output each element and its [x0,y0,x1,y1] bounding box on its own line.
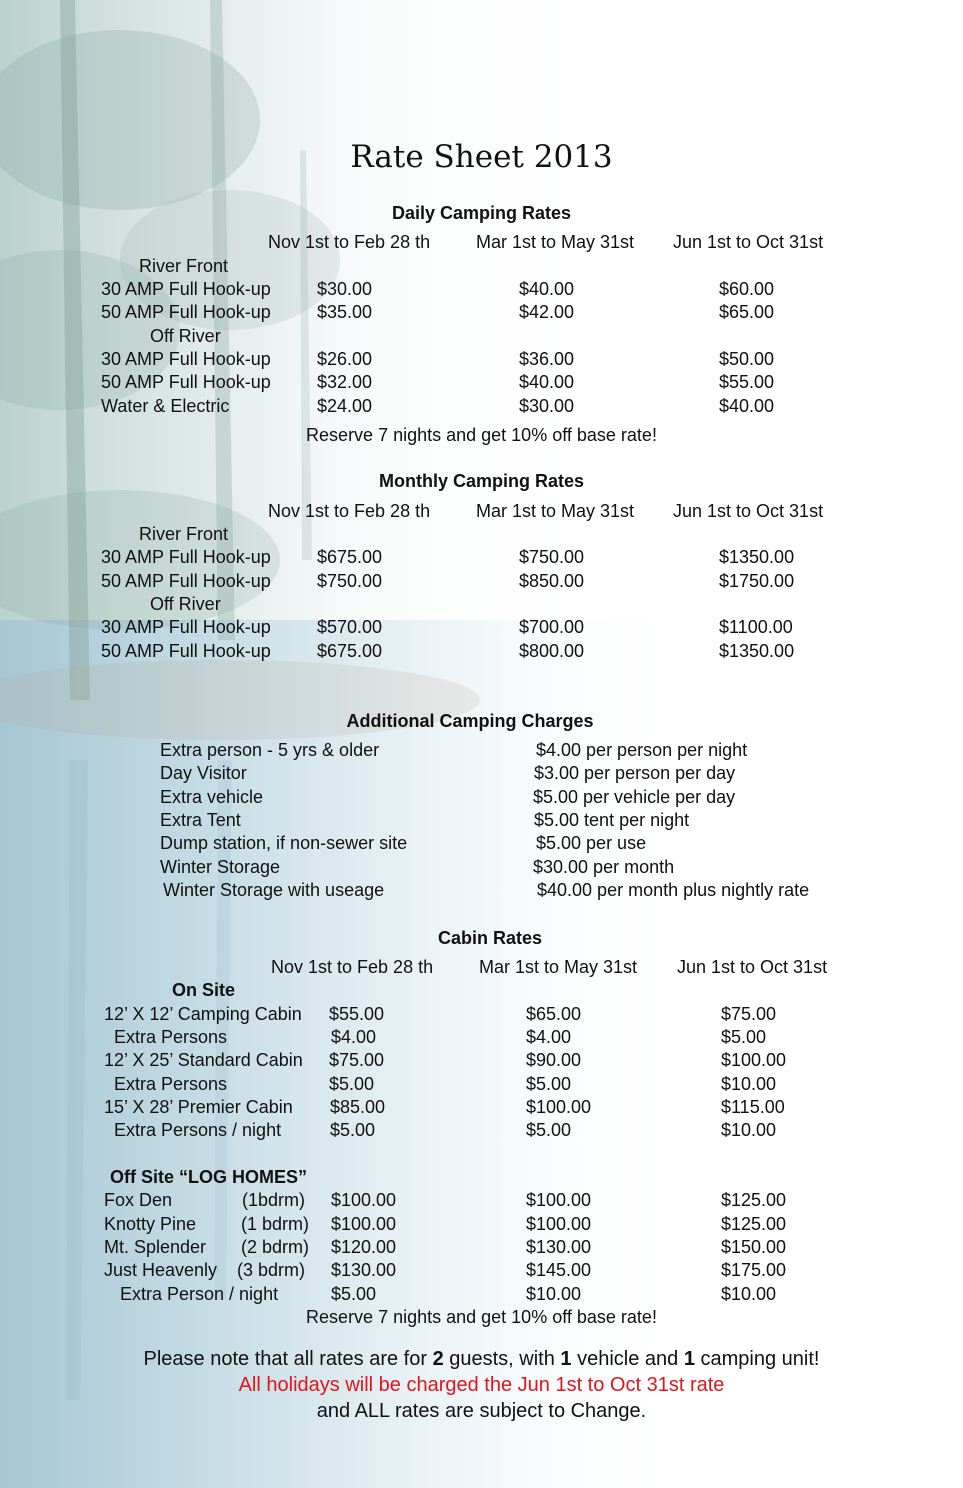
rate-cell: $1750.00 [719,571,795,591]
rate-cell: $32.00 [317,372,373,392]
rate-cell: $10.00 [721,1074,777,1094]
charge-label: Winter Storage [160,857,281,877]
log-home-bedrooms: (1 bdrm) [241,1214,310,1234]
footer-text-part: Please note that all rates are for [143,1348,433,1370]
rate-cell: $750.00 [519,547,585,567]
charge-price: $30.00 per month [533,857,675,877]
rate-cell: $125.00 [721,1190,787,1210]
log-home-bedrooms: (3 bdrm) [237,1260,306,1280]
rate-row-label: 30 AMP Full Hook-up [101,349,271,369]
rates-subject-to-change: and ALL rates are subject to Change. [316,1400,647,1422]
charge-price: $4.00 per person per night [536,740,748,760]
rate-cell: $5.00 [526,1074,572,1094]
rate-cell: $115.00 [721,1097,785,1117]
rate-cell: $50.00 [719,349,775,369]
season-header: Nov 1st to Feb 28 th [271,957,434,977]
rate-cell: $40.00 [519,279,575,299]
rate-cell: $40.00 [519,372,575,392]
cabin-row-label: 15’ X 28’ Premier Cabin [104,1097,293,1117]
log-home-name: Knotty Pine [104,1214,197,1234]
holiday-rate-note: All holidays will be charged the Jun 1st to Oct 31st rate [238,1374,725,1396]
section-label-off-site: Off Site “LOG HOMES” [110,1167,308,1187]
charge-label: Day Visitor [160,763,247,783]
rate-cell: $850.00 [519,571,585,591]
rate-cell: $100.00 [721,1050,787,1070]
rate-cell: $5.00 [330,1120,376,1140]
rate-row-label: Water & Electric [101,396,230,416]
footer-text-part: 1 [560,1348,572,1370]
rate-cell: $125.00 [721,1214,787,1234]
section-label-off-river: Off River [150,594,221,614]
rate-cell: $24.00 [317,396,373,416]
rate-cell: $1350.00 [719,641,795,661]
charge-price: $5.00 tent per night [534,810,690,830]
rate-row-label: 50 AMP Full Hook-up [101,372,271,392]
page-title: Rate Sheet 2013 [350,139,613,175]
log-home-name: Just Heavenly [104,1260,218,1280]
rate-cell: $4.00 [331,1027,377,1047]
rate-cell: $5.00 [721,1027,767,1047]
footer-guest-note [0,1347,963,1371]
rate-cell: $26.00 [317,349,373,369]
rate-cell: $145.00 [526,1260,592,1280]
rate-cell: $175.00 [721,1260,787,1280]
log-home-name: Mt. Splender [104,1237,207,1257]
section-label-off-river: Off River [150,326,221,346]
cabin-row-label: Extra Person / night [120,1284,279,1304]
rate-cell: $5.00 [526,1120,572,1140]
discount-note: Reserve 7 nights and get 10% off base rate! [306,1307,657,1327]
cabin-row-label: Extra Persons [114,1027,228,1047]
rate-cell: $36.00 [519,349,575,369]
rate-cell: $35.00 [317,302,373,322]
rate-cell: $30.00 [317,279,373,299]
rate-cell: $120.00 [331,1237,397,1257]
charge-label: Extra person - 5 yrs & older [160,740,380,760]
charge-label: Extra vehicle [160,787,264,807]
rate-cell: $130.00 [331,1260,397,1280]
section-label-river-front: River Front [139,524,229,544]
season-header: Mar 1st to May 31st [476,501,635,521]
rate-cell: $100.00 [526,1214,592,1234]
season-header: Jun 1st to Oct 31st [673,501,824,521]
cabin-row-label: Extra Persons / night [114,1120,282,1140]
rate-row-label: 30 AMP Full Hook-up [101,279,271,299]
rate-cell: $1100.00 [719,617,793,637]
rate-cell: $675.00 [317,641,383,661]
rate-cell: $85.00 [330,1097,386,1117]
rate-cell: $40.00 [719,396,775,416]
discount-note: Reserve 7 nights and get 10% off base rate! [306,425,657,445]
season-header: Nov 1st to Feb 28 th [268,232,431,252]
footer-text-part: camping unit! [694,1348,820,1370]
rate-cell: $5.00 [331,1284,377,1304]
season-header: Nov 1st to Feb 28 th [268,501,431,521]
footer-text-part: guests, with [443,1348,561,1370]
rate-cell: $5.00 [329,1074,375,1094]
monthly-rates-heading: Monthly Camping Rates [378,471,584,491]
rate-cell: $90.00 [526,1050,582,1070]
rate-cell: $100.00 [526,1097,592,1117]
additional-charges-heading: Additional Camping Charges [346,711,594,731]
section-label-on-site: On Site [172,980,236,1000]
cabin-row-label: 12’ X 25’ Standard Cabin [104,1050,303,1070]
rate-cell: $60.00 [719,279,775,299]
rate-cell: $65.00 [719,302,775,322]
season-header: Mar 1st to May 31st [479,957,638,977]
rate-cell: $800.00 [519,641,585,661]
rate-row-label: 30 AMP Full Hook-up [101,617,271,637]
rate-cell: $1350.00 [719,547,795,567]
footer-text-part: 1 [683,1348,695,1370]
cabin-row-label: Extra Persons [114,1074,228,1094]
rate-cell: $10.00 [526,1284,582,1304]
rate-cell: $100.00 [331,1190,397,1210]
rate-cell: $100.00 [331,1214,397,1234]
log-home-bedrooms: (2 bdrm) [241,1237,310,1257]
cabin-row-label: 12’ X 12’ Camping Cabin [104,1004,302,1024]
rate-row-label: 50 AMP Full Hook-up [101,302,271,322]
rate-cell: $675.00 [317,547,383,567]
rate-cell: $130.00 [526,1237,592,1257]
charge-price: $3.00 per person per day [534,763,736,783]
rate-cell: $100.00 [526,1190,592,1210]
footer-text-part: vehicle and [571,1348,684,1370]
rate-cell: $65.00 [526,1004,582,1024]
rate-row-label: 50 AMP Full Hook-up [101,571,271,591]
rate-cell: $30.00 [519,396,575,416]
rate-cell: $75.00 [329,1050,385,1070]
rate-cell: $4.00 [526,1027,572,1047]
footer-text-part: 2 [432,1348,444,1370]
rate-cell: $75.00 [721,1004,777,1024]
season-header: Jun 1st to Oct 31st [677,957,828,977]
rate-cell: $55.00 [329,1004,385,1024]
rate-row-label: 30 AMP Full Hook-up [101,547,271,567]
cabin-rates-heading: Cabin Rates [437,928,543,948]
charge-label: Extra Tent [160,810,241,830]
season-header: Jun 1st to Oct 31st [673,232,824,252]
rate-cell: $750.00 [317,571,383,591]
rate-cell: $570.00 [317,617,383,637]
rate-cell: $42.00 [519,302,575,322]
season-header: Mar 1st to May 31st [476,232,635,252]
rate-cell: $150.00 [721,1237,787,1257]
rate-cell: $10.00 [721,1284,777,1304]
charge-label: Dump station, if non-sewer site [160,833,408,853]
rate-cell: $10.00 [721,1120,777,1140]
rate-cell: $55.00 [719,372,775,392]
section-label-river-front: River Front [139,256,229,276]
log-home-name: Fox Den [104,1190,173,1210]
charge-price: $40.00 per month plus nightly rate [537,880,810,900]
charge-price: $5.00 per use [536,833,647,853]
charge-label: Winter Storage with useage [163,880,385,900]
daily-rates-heading: Daily Camping Rates [391,203,572,223]
rate-cell: $700.00 [519,617,585,637]
rate-row-label: 50 AMP Full Hook-up [101,641,271,661]
log-home-bedrooms: (1bdrm) [242,1190,306,1210]
charge-price: $5.00 per vehicle per day [533,787,736,807]
